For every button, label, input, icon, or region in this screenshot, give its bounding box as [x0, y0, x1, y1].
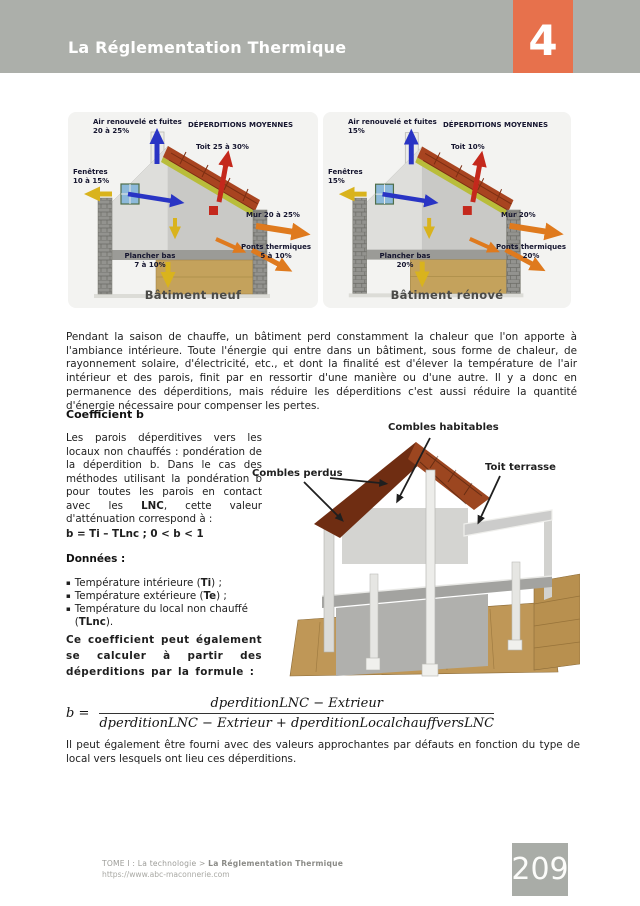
house-heatloss-art: [323, 112, 571, 308]
label-mur: Mur 20%: [501, 211, 536, 219]
formula-numerator: dperditionLNC − Extrieur: [99, 696, 494, 714]
label-toit-terrasse: Toit terrasse: [485, 462, 556, 473]
figure-combles-diagram: [250, 412, 580, 694]
label-plancher-bas: Plancher bas 7 à 10%: [124, 252, 176, 270]
label-fenetres: Fenêtres 15%: [328, 168, 363, 186]
page-header: [0, 0, 640, 73]
label-plancher-bas: Plancher bas 20%: [379, 252, 431, 270]
label-combles-perdus: Combles perdus: [252, 468, 343, 479]
label-toit: Toit 25 à 30%: [196, 143, 249, 151]
coefficient-b-body: Les parois déperditives vers les locaux non chauffés : pondération de la déperdition b. Dans le cas des méthodes utilisant la pondération b pour toutes les parois en contact avec les LNC, cette valeur d'atténuation correspond à :: [66, 432, 262, 525]
formula-coefficient-b: [66, 696, 494, 731]
label-ponts-thermiques: Ponts thermiques 20%: [495, 243, 566, 261]
chapter-number: 4: [528, 15, 558, 65]
formula-denominator: dperditionLNC − Extrieur + dperditionLocalchauffversLNC: [99, 716, 495, 731]
label-ponts-thermiques: Ponts thermiques 5 à 10%: [240, 243, 311, 261]
house-heatloss-art: [68, 112, 318, 308]
coefficient-b-inline-formula: b = Ti – TLnc ; 0 < b < 1: [66, 527, 204, 540]
bullet-icon: ▪: [66, 592, 71, 600]
label-deperditions-moyennes: DÉPERDITIONS MOYENNES: [188, 121, 294, 129]
house-3d-art: [250, 412, 580, 694]
bullet-icon: ▪: [66, 605, 71, 613]
formula-fraction: [99, 696, 494, 731]
list-item: ▪ Température du local non chauffé (TLnc).: [66, 603, 248, 628]
formula-lhs: b =: [66, 706, 90, 721]
donnees-list: [66, 577, 266, 629]
figure-batiment-renove: [323, 112, 571, 308]
bullet-icon: ▪: [66, 579, 71, 587]
site-url: https://www.abc-maconnerie.com: [102, 870, 230, 879]
label-mur: Mur 20 à 25%: [246, 211, 300, 219]
closing-paragraph: Il peut également être fourni avec des valeurs approchantes par défauts en fonction du type de local vers lesquels ont lieu ces déperditions.: [66, 739, 580, 765]
intro-paragraph: Pendant la saison de chauffe, un bâtiment perd constamment la chaleur que l'on apporte à l'ambiance intérieure. Toute l'énergie qui entre dans un bâtiment, sous forme de chaleur, de rayonnement solaire, d'électricité, etc., et dont la finalité est d'élever la température de l'air intérieur et des parois, finit par en ressortir d'une manière ou d'une autre. Il y a donc en permanence des déperditions, mais réduire les déperditions c'est aussi réduire la quantité d'énergie nécessaire pour compenser les pertes.: [66, 331, 577, 412]
chapter-number-badge: [513, 0, 573, 73]
list-item: ▪ Température intérieure (Ti) ;: [66, 577, 222, 589]
coefficient-note: Ce coefficient peut également se calculer à partir des déperditions par la formule :: [66, 634, 262, 678]
coefficient-b-column: [66, 432, 262, 541]
label-air-renouvele: Air renouvelé et fuites 20 à 25%: [93, 118, 182, 136]
page-number-badge: [512, 843, 568, 896]
figure-caption: Bâtiment neuf: [144, 288, 242, 302]
figure-batiment-neuf: [68, 112, 318, 308]
donnees-heading: Données :: [66, 553, 126, 565]
page-title: La Réglementation Thermique: [68, 38, 347, 57]
label-deperditions-moyennes: DÉPERDITIONS MOYENNES: [443, 121, 549, 129]
list-item: ▪ Température extérieure (Te) ;: [66, 590, 227, 602]
label-air-renouvele: Air renouvelé et fuites 15%: [348, 118, 437, 136]
breadcrumb: TOME I : La technologie > La Réglementation Thermique: [102, 859, 344, 868]
label-fenetres: Fenêtres 10 à 15%: [73, 168, 110, 186]
figure-caption: Bâtiment rénové: [390, 288, 504, 302]
label-toit: Toit 10%: [451, 143, 485, 151]
label-combles-habitables: Combles habitables: [388, 422, 499, 433]
page-number: 209: [511, 851, 569, 887]
section-heading-coefficient-b: Coefficient b: [66, 408, 144, 421]
